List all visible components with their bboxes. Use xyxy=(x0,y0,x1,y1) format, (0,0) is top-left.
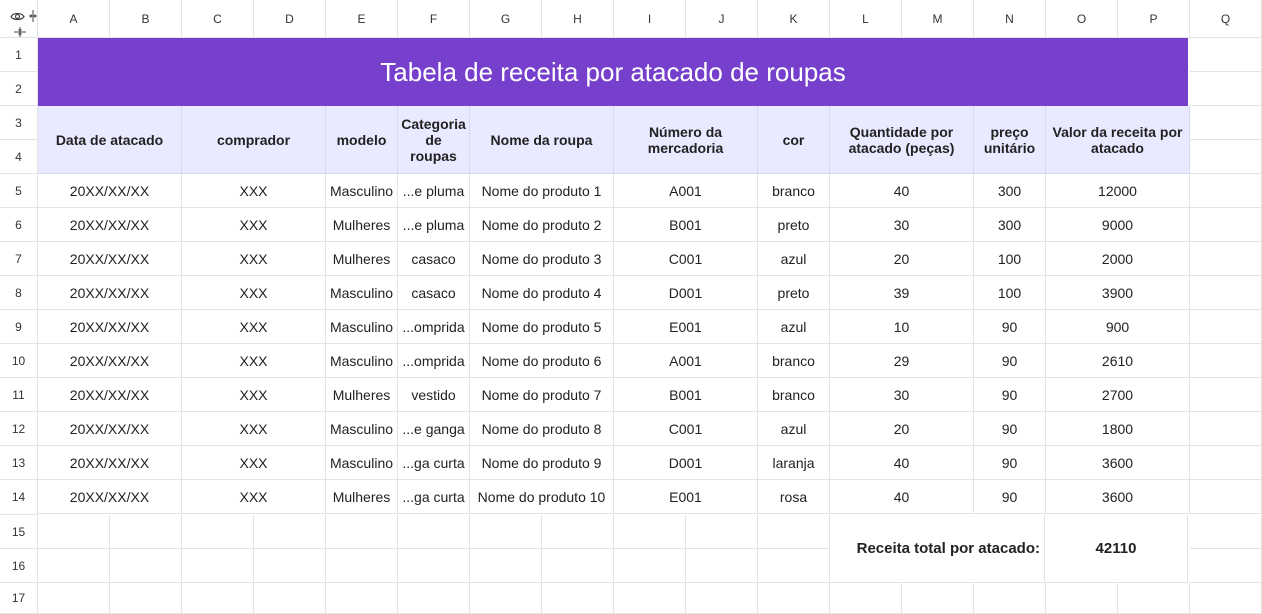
empty-cell[interactable] xyxy=(398,515,470,549)
column-header-n[interactable]: N xyxy=(974,0,1046,38)
cell-buyer[interactable]: XXX xyxy=(182,174,326,208)
empty-cell[interactable] xyxy=(1190,549,1262,583)
empty-cell[interactable] xyxy=(470,515,542,549)
collapse-rows-icon[interactable] xyxy=(14,27,26,37)
column-header-m[interactable]: M xyxy=(902,0,974,38)
cell-price[interactable]: 90 xyxy=(974,344,1046,378)
empty-cell[interactable] xyxy=(1190,378,1262,412)
cell-model[interactable]: Masculino xyxy=(326,174,398,208)
cell-name[interactable]: Nome do produto 3 xyxy=(470,242,614,276)
cell-name[interactable]: Nome do produto 4 xyxy=(470,276,614,310)
cell-revenue[interactable]: 3600 xyxy=(1046,480,1190,514)
cell-buyer[interactable]: XXX xyxy=(182,344,326,378)
column-title-color[interactable]: cor xyxy=(758,106,830,174)
cell-name[interactable]: Nome do produto 1 xyxy=(470,174,614,208)
cell-qty[interactable]: 30 xyxy=(830,378,974,412)
cell-date[interactable]: 20XX/XX/XX xyxy=(38,480,182,514)
empty-cell[interactable] xyxy=(470,583,542,614)
sheet-title[interactable]: Tabela de receita por atacado de roupas xyxy=(38,38,1188,106)
column-header-d[interactable]: D xyxy=(254,0,326,38)
cell-category[interactable]: ...e ganga xyxy=(398,412,470,446)
column-header-h[interactable]: H xyxy=(542,0,614,38)
empty-cell[interactable] xyxy=(1190,38,1262,72)
cell-category[interactable]: casaco xyxy=(398,276,470,310)
column-header-g[interactable]: G xyxy=(470,0,542,38)
empty-cell[interactable] xyxy=(38,583,110,614)
empty-cell[interactable] xyxy=(254,549,326,583)
column-title-buyer[interactable]: comprador xyxy=(182,106,326,174)
empty-cell[interactable] xyxy=(686,583,758,614)
row-header-4[interactable]: 4 xyxy=(0,140,38,174)
cell-number[interactable]: E001 xyxy=(614,310,758,344)
empty-cell[interactable] xyxy=(1190,140,1262,174)
cell-color[interactable]: laranja xyxy=(758,446,830,480)
cell-color[interactable]: preto xyxy=(758,208,830,242)
collapse-columns-icon[interactable] xyxy=(28,10,38,22)
cell-buyer[interactable]: XXX xyxy=(182,208,326,242)
cell-model[interactable]: Masculino xyxy=(326,446,398,480)
cell-color[interactable]: branco xyxy=(758,344,830,378)
empty-cell[interactable] xyxy=(1190,242,1262,276)
cell-color[interactable]: azul xyxy=(758,412,830,446)
empty-cell[interactable] xyxy=(542,515,614,549)
row-header-16[interactable]: 16 xyxy=(0,549,38,583)
cell-name[interactable]: Nome do produto 7 xyxy=(470,378,614,412)
row-header-14[interactable]: 14 xyxy=(0,480,38,515)
row-header-3[interactable]: 3 xyxy=(0,106,38,140)
empty-cell[interactable] xyxy=(758,583,830,614)
empty-cell[interactable] xyxy=(686,549,758,583)
column-header-c[interactable]: C xyxy=(182,0,254,38)
empty-cell[interactable] xyxy=(110,549,182,583)
column-header-f[interactable]: F xyxy=(398,0,470,38)
column-title-date[interactable]: Data de atacado xyxy=(38,106,182,174)
cell-number[interactable]: C001 xyxy=(614,412,758,446)
cell-date[interactable]: 20XX/XX/XX xyxy=(38,344,182,378)
empty-cell[interactable] xyxy=(1190,310,1262,344)
row-header-11[interactable]: 11 xyxy=(0,378,38,412)
cell-revenue[interactable]: 2000 xyxy=(1046,242,1190,276)
cell-price[interactable]: 90 xyxy=(974,446,1046,480)
empty-cell[interactable] xyxy=(1190,72,1262,106)
row-header-9[interactable]: 9 xyxy=(0,310,38,344)
cell-category[interactable]: ...ga curta xyxy=(398,446,470,480)
cell-model[interactable]: Masculino xyxy=(326,412,398,446)
empty-cell[interactable] xyxy=(326,549,398,583)
empty-cell[interactable] xyxy=(686,515,758,549)
empty-cell[interactable] xyxy=(542,583,614,614)
cell-name[interactable]: Nome do produto 10 xyxy=(470,480,614,514)
column-header-e[interactable]: E xyxy=(326,0,398,38)
column-header-o[interactable]: O xyxy=(1046,0,1118,38)
row-header-13[interactable]: 13 xyxy=(0,446,38,480)
cell-category[interactable]: ...omprida xyxy=(398,344,470,378)
column-title-price[interactable]: preço unitário xyxy=(974,106,1046,174)
row-header-2[interactable]: 2 xyxy=(0,72,38,106)
cell-revenue[interactable]: 12000 xyxy=(1046,174,1190,208)
cell-name[interactable]: Nome do produto 8 xyxy=(470,412,614,446)
cell-qty[interactable]: 40 xyxy=(830,174,974,208)
cell-date[interactable]: 20XX/XX/XX xyxy=(38,208,182,242)
empty-cell[interactable] xyxy=(398,583,470,614)
cell-revenue[interactable]: 9000 xyxy=(1046,208,1190,242)
cell-color[interactable]: azul xyxy=(758,242,830,276)
cell-model[interactable]: Mulheres xyxy=(326,378,398,412)
cell-qty[interactable]: 10 xyxy=(830,310,974,344)
total-revenue-value[interactable]: 42110 xyxy=(1045,515,1188,583)
cell-price[interactable]: 100 xyxy=(974,242,1046,276)
column-header-b[interactable]: B xyxy=(110,0,182,38)
cell-model[interactable]: Mulheres xyxy=(326,242,398,276)
column-title-model[interactable]: modelo xyxy=(326,106,398,174)
empty-cell[interactable] xyxy=(1190,412,1262,446)
cell-category[interactable]: ...omprida xyxy=(398,310,470,344)
empty-cell[interactable] xyxy=(254,515,326,549)
cell-number[interactable]: B001 xyxy=(614,378,758,412)
empty-cell[interactable] xyxy=(254,583,326,614)
cell-price[interactable]: 90 xyxy=(974,412,1046,446)
cell-color[interactable]: preto xyxy=(758,276,830,310)
cell-revenue[interactable]: 1800 xyxy=(1046,412,1190,446)
row-header-15[interactable]: 15 xyxy=(0,515,38,549)
cell-revenue[interactable]: 3600 xyxy=(1046,446,1190,480)
cell-name[interactable]: Nome do produto 6 xyxy=(470,344,614,378)
row-header-17[interactable]: 17 xyxy=(0,583,38,614)
cell-revenue[interactable]: 3900 xyxy=(1046,276,1190,310)
cell-category[interactable]: ...ga curta xyxy=(398,480,470,514)
cell-number[interactable]: C001 xyxy=(614,242,758,276)
cell-date[interactable]: 20XX/XX/XX xyxy=(38,446,182,480)
column-title-number[interactable]: Número da mercadoria xyxy=(614,106,758,174)
cell-model[interactable]: Masculino xyxy=(326,310,398,344)
cell-revenue[interactable]: 2700 xyxy=(1046,378,1190,412)
cell-price[interactable]: 300 xyxy=(974,174,1046,208)
total-revenue-label[interactable]: Receita total por atacado: xyxy=(829,515,1045,583)
cell-qty[interactable]: 20 xyxy=(830,412,974,446)
row-header-7[interactable]: 7 xyxy=(0,242,38,276)
column-title-qty[interactable]: Quantidade por atacado (peças) xyxy=(830,106,974,174)
empty-cell[interactable] xyxy=(902,583,974,614)
empty-cell[interactable] xyxy=(326,583,398,614)
cell-model[interactable]: Masculino xyxy=(326,344,398,378)
cell-buyer[interactable]: XXX xyxy=(182,446,326,480)
cell-number[interactable]: D001 xyxy=(614,446,758,480)
row-header-8[interactable]: 8 xyxy=(0,276,38,310)
empty-cell[interactable] xyxy=(1046,583,1118,614)
cell-date[interactable]: 20XX/XX/XX xyxy=(38,412,182,446)
cell-number[interactable]: E001 xyxy=(614,480,758,514)
cell-number[interactable]: A001 xyxy=(614,344,758,378)
cell-number[interactable]: A001 xyxy=(614,174,758,208)
cell-price[interactable]: 90 xyxy=(974,378,1046,412)
cell-model[interactable]: Masculino xyxy=(326,276,398,310)
empty-cell[interactable] xyxy=(398,549,470,583)
cell-buyer[interactable]: XXX xyxy=(182,412,326,446)
cell-name[interactable]: Nome do produto 5 xyxy=(470,310,614,344)
cell-color[interactable]: azul xyxy=(758,310,830,344)
empty-cell[interactable] xyxy=(830,583,902,614)
row-header-10[interactable]: 10 xyxy=(0,344,38,378)
empty-cell[interactable] xyxy=(758,549,830,583)
cell-buyer[interactable]: XXX xyxy=(182,378,326,412)
empty-cell[interactable] xyxy=(1190,276,1262,310)
eye-icon[interactable] xyxy=(10,11,25,22)
empty-cell[interactable] xyxy=(542,549,614,583)
cell-buyer[interactable]: XXX xyxy=(182,310,326,344)
empty-cell[interactable] xyxy=(1190,174,1262,208)
cell-qty[interactable]: 40 xyxy=(830,446,974,480)
empty-cell[interactable] xyxy=(1190,446,1262,480)
cell-number[interactable]: D001 xyxy=(614,276,758,310)
empty-cell[interactable] xyxy=(470,549,542,583)
empty-cell[interactable] xyxy=(110,515,182,549)
cell-buyer[interactable]: XXX xyxy=(182,480,326,514)
empty-cell[interactable] xyxy=(1118,583,1190,614)
cell-category[interactable]: ...e pluma xyxy=(398,174,470,208)
cell-model[interactable]: Mulheres xyxy=(326,208,398,242)
empty-cell[interactable] xyxy=(1190,106,1262,140)
cell-date[interactable]: 20XX/XX/XX xyxy=(38,276,182,310)
cell-buyer[interactable]: XXX xyxy=(182,276,326,310)
cell-color[interactable]: rosa xyxy=(758,480,830,514)
column-title-category[interactable]: Categoria de roupas xyxy=(398,106,470,174)
cell-revenue[interactable]: 900 xyxy=(1046,310,1190,344)
empty-cell[interactable] xyxy=(1190,208,1262,242)
column-header-a[interactable]: A xyxy=(38,0,110,38)
cell-model[interactable]: Mulheres xyxy=(326,480,398,514)
row-header-12[interactable]: 12 xyxy=(0,412,38,446)
column-header-k[interactable]: K xyxy=(758,0,830,38)
cell-revenue[interactable]: 2610 xyxy=(1046,344,1190,378)
cell-date[interactable]: 20XX/XX/XX xyxy=(38,242,182,276)
cell-qty[interactable]: 30 xyxy=(830,208,974,242)
cell-price[interactable]: 300 xyxy=(974,208,1046,242)
cell-category[interactable]: vestido xyxy=(398,378,470,412)
cell-date[interactable]: 20XX/XX/XX xyxy=(38,378,182,412)
empty-cell[interactable] xyxy=(1190,515,1262,549)
row-header-6[interactable]: 6 xyxy=(0,208,38,242)
cell-color[interactable]: branco xyxy=(758,174,830,208)
empty-cell[interactable] xyxy=(1190,480,1262,514)
cell-qty[interactable]: 39 xyxy=(830,276,974,310)
empty-cell[interactable] xyxy=(182,583,254,614)
column-header-j[interactable]: J xyxy=(686,0,758,38)
column-header-p[interactable]: P xyxy=(1118,0,1190,38)
empty-cell[interactable] xyxy=(614,549,686,583)
cell-category[interactable]: ...e pluma xyxy=(398,208,470,242)
row-header-1[interactable]: 1 xyxy=(0,38,38,72)
row-header-5[interactable]: 5 xyxy=(0,174,38,208)
cell-price[interactable]: 100 xyxy=(974,276,1046,310)
cell-color[interactable]: branco xyxy=(758,378,830,412)
empty-cell[interactable] xyxy=(758,515,830,549)
empty-cell[interactable] xyxy=(38,515,110,549)
column-header-l[interactable]: L xyxy=(830,0,902,38)
empty-cell[interactable] xyxy=(182,549,254,583)
cell-qty[interactable]: 29 xyxy=(830,344,974,378)
cell-number[interactable]: B001 xyxy=(614,208,758,242)
column-header-i[interactable]: I xyxy=(614,0,686,38)
cell-category[interactable]: casaco xyxy=(398,242,470,276)
empty-cell[interactable] xyxy=(614,515,686,549)
cell-name[interactable]: Nome do produto 9 xyxy=(470,446,614,480)
column-title-revenue[interactable]: Valor da receita por atacado xyxy=(1046,106,1190,174)
empty-cell[interactable] xyxy=(326,515,398,549)
cell-price[interactable]: 90 xyxy=(974,310,1046,344)
empty-cell[interactable] xyxy=(1190,344,1262,378)
empty-cell[interactable] xyxy=(614,583,686,614)
cell-buyer[interactable]: XXX xyxy=(182,242,326,276)
empty-cell[interactable] xyxy=(38,549,110,583)
cell-date[interactable]: 20XX/XX/XX xyxy=(38,310,182,344)
column-header-q[interactable]: Q xyxy=(1190,0,1262,38)
cell-qty[interactable]: 20 xyxy=(830,242,974,276)
cell-price[interactable]: 90 xyxy=(974,480,1046,514)
column-title-name[interactable]: Nome da roupa xyxy=(470,106,614,174)
cell-date[interactable]: 20XX/XX/XX xyxy=(38,174,182,208)
empty-cell[interactable] xyxy=(110,583,182,614)
cell-name[interactable]: Nome do produto 2 xyxy=(470,208,614,242)
select-all-corner[interactable] xyxy=(0,0,38,38)
cell-qty[interactable]: 40 xyxy=(830,480,974,514)
empty-cell[interactable] xyxy=(1190,583,1262,614)
empty-cell[interactable] xyxy=(182,515,254,549)
empty-cell[interactable] xyxy=(974,583,1046,614)
